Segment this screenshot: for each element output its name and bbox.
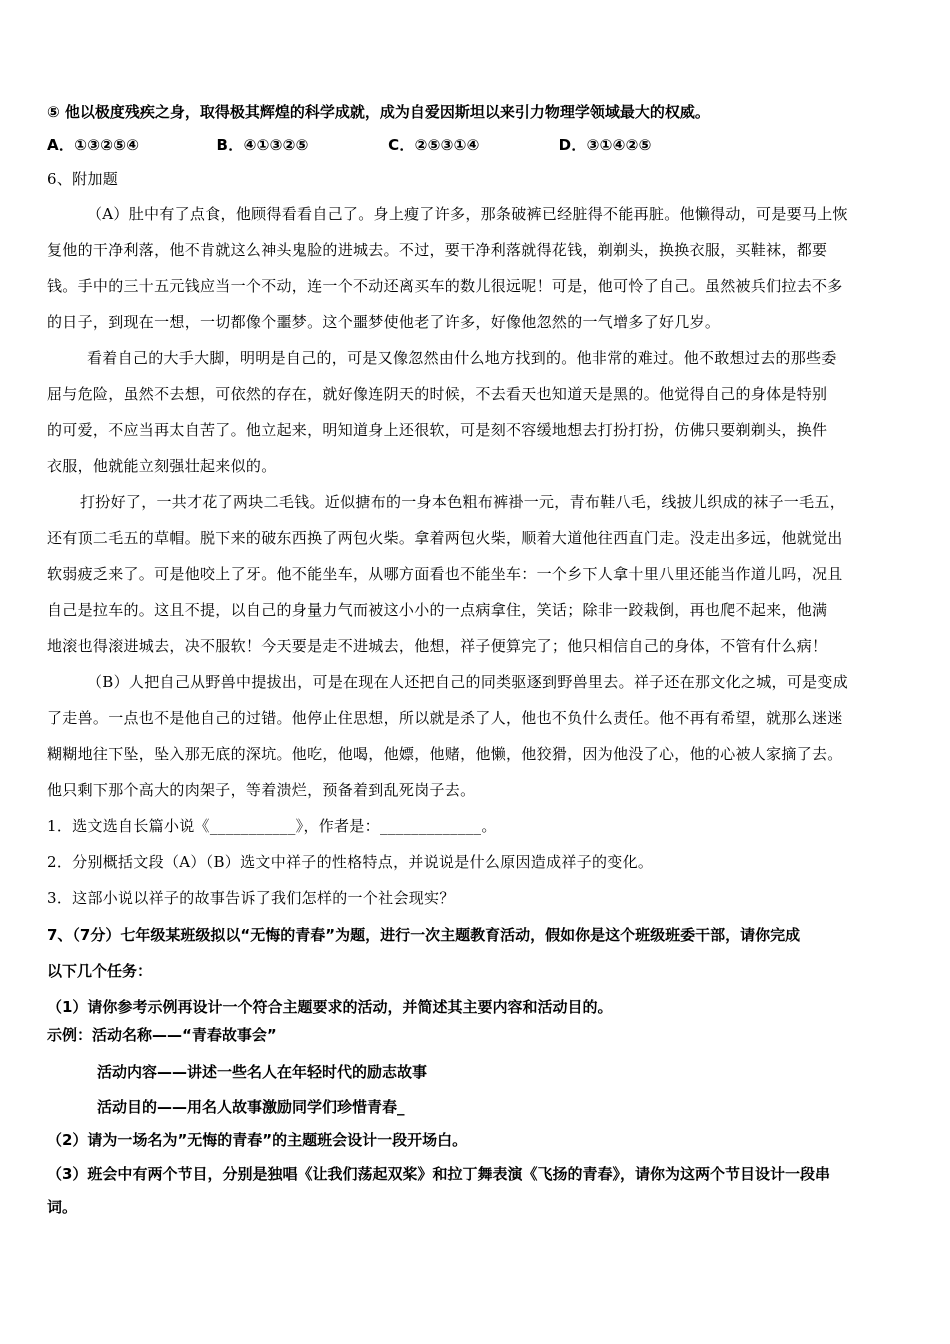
passage-a2-line: 的可爱，不应当再太自苦了。他立起来，明知道身上还很软，可是刻不容缓地想去打扮打扮，仿佛只要剃剃头，换件 — [47, 421, 828, 439]
q7-example-purpose: 活动目的——用名人故事激励同学们珍惜青春_ — [97, 1098, 405, 1116]
q7-intro-line-1: 7、（7分）七年级某班级拟以“无悔的青春”为题，进行一次主题教育活动，假如你是这个班级班委干部，请你完成 — [47, 926, 801, 944]
passage-b-line: 了走兽。一点也不是他自己的过错。他停止住思想，所以就是杀了人，他也不负什么责任。他不再有希望，就那么迷迷 — [47, 709, 843, 727]
q7-task-3-line-1: （3）班会中有两个节目，分别是独唱《让我们荡起双桨》和拉丁舞表演《飞扬的青春》，请你为这两个节目设计一段串 — [47, 1165, 830, 1183]
question-6-header: 6、附加题 — [47, 170, 119, 188]
passage-b-line: 他只剩下那个高大的肉架子，等着溃烂，预备着到乱死岗子去。 — [47, 781, 476, 799]
passage-a3-line: 自己是拉车的。这且不提，以自己的身量力气而被这小小的一点病拿住，笑话；除非一跤栽倒，再也爬不起来，他满 — [47, 601, 828, 619]
option-a: A．①③②⑤④ — [47, 136, 140, 154]
passage-b-line: （B）人把自己从野兽中提拔出，可是在现在人还把自己的同类驱逐到野兽里去。祥子还在那文化之城，可是变成 — [87, 673, 849, 691]
q7-task-1: （1）请你参考示例再设计一个符合主题要求的活动，并简述其主要内容和活动目的。 — [47, 998, 613, 1016]
option-c: C．②⑤③①④ — [388, 136, 480, 154]
q7-example-content: 活动内容——讲述一些名人在年轻时代的励志故事 — [97, 1063, 428, 1081]
statement-5: ⑤ 他以极度残疾之身，取得极其辉煌的科学成就，成为自爱因斯坦以来引力物理学领域最大的权威。 — [47, 103, 710, 121]
q6-question-1: 1．选文选自长篇小说《___________》，作者是：_____________。 — [47, 817, 497, 835]
passage-a2-line: 看着自己的大手大脚，明明是自己的，可是又像忽然由什么地方找到的。他非常的难过。他不敢想过去的那些委 — [87, 349, 837, 367]
q7-example-name: 示例：活动名称——“青春故事会” — [47, 1026, 277, 1044]
passage-a3-line: 软弱疲乏来了。可是他咬上了牙。他不能坐车，从哪方面看也不能坐车：一个乡下人拿十里八里还能当作道儿吗，况且 — [47, 565, 843, 583]
q7-task-3-line-2: 词。 — [47, 1198, 78, 1216]
passage-a-line: 复他的干净利落，他不肯就这么神头鬼脸的进城去。不过，要干净利落就得花钱，剃剃头，换换衣服，买鞋袜，都要 — [47, 241, 828, 259]
passage-a2-line: 屈与危险，虽然不去想，可依然的存在，就好像连阴天的时候，不去看天也知道天是黑的。他觉得自己的身体是特别 — [47, 385, 828, 403]
q7-task-2: （2）请为一场名为”无悔的青春”的主题班会设计一段开场白。 — [47, 1131, 468, 1149]
passage-a3-line: 打扮好了，一共才花了两块二毛钱。近似搪布的一身本色粗布裤褂一元，青布鞋八毛，线披儿织成的袜子一毛五， — [80, 493, 846, 511]
passage-a3-line: 还有顶二毛五的草帽。脱下来的破东西换了两包火柴。拿着两包火柴，顺着大道他往西直门走。没走出多远，他就觉出 — [47, 529, 843, 547]
q7-intro-line-2: 以下几个任务： — [47, 962, 153, 980]
passage-a-line: 钱。手中的三十五元钱应当一个不动，连一个不动还离买车的数儿很远呢！可是，他可怜了自己。虽然被兵们拉去不多 — [47, 277, 843, 295]
passage-b-line: 糊糊地往下坠，坠入那无底的深坑。他吃，他喝，他嫖，他赌，他懒，他狡猾，因为他没了心，他的心被人家摘了去。 — [47, 745, 843, 763]
option-b: B．④①③②⑤ — [216, 136, 309, 154]
passage-a-line: （A）肚中有了点食，他顾得看看自己了。身上瘦了许多，那条破裤已经脏得不能再脏。他懒得动，可是要马上恢 — [87, 205, 848, 223]
answer-options — [47, 135, 652, 155]
q6-question-2: 2．分别概括文段（A）（B）选文中祥子的性格特点，并说说是什么原因造成祥子的变化。 — [47, 853, 654, 871]
q6-question-3: 3．这部小说以祥子的故事告诉了我们怎样的一个社会现实？ — [47, 889, 455, 907]
passage-a3-line: 地滚也得滚进城去，决不服软！今天要是走不进城去，他想，祥子便算完了；他只相信自己的身体，不管有什么病！ — [47, 637, 828, 655]
option-d: D．③①④②⑤ — [558, 136, 652, 154]
passage-a2-line: 衣服，他就能立刻强壮起来似的。 — [47, 457, 277, 475]
passage-a-line: 的日子，到现在一想，一切都像个噩梦。这个噩梦使他老了许多，好像他忽然的一气增多了好几岁。 — [47, 313, 721, 331]
